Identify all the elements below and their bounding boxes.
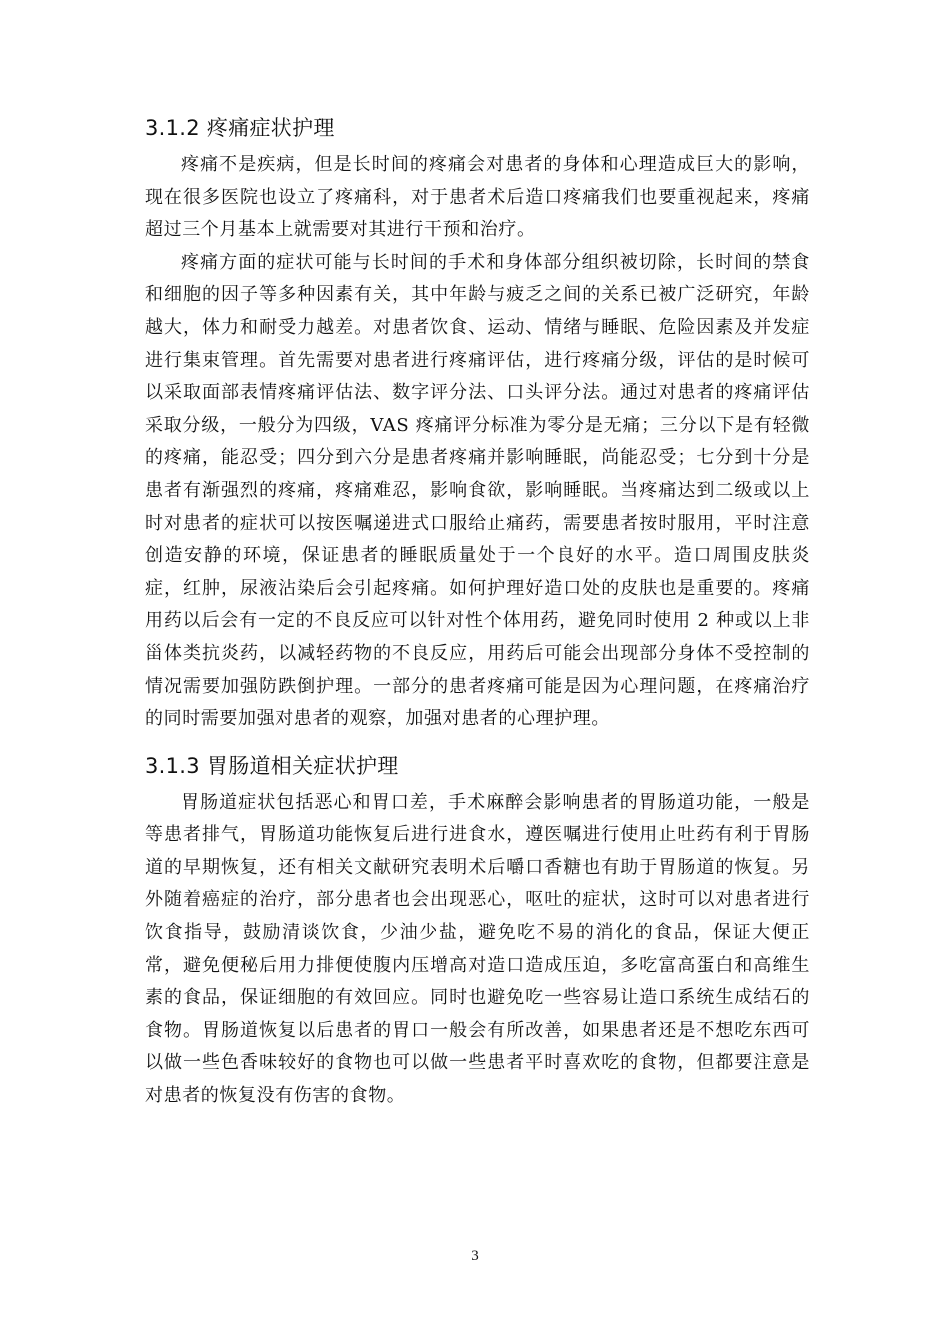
paragraph-pain-detail: 疼痛方面的症状可能与长时间的手术和身体部分组织被切除，长时间的禁食和细胞的因子等多种因素有关，其中年龄与疲乏之间的关系已被广泛研究，年龄越大，体力和耐受力越差。对患者饮食、运动、情绪与睡眠、危险因素及并发症进行集束管理。首先需要对患者进行疼痛评估，进行疼痛分级，评估的是时候可以采取面部表情疼痛评估法、数字评分法、口头评分法。通过对患者的疼痛评估采取分级，一般分为四级，VAS 疼痛评分标准为零分是无痛；三分以下是有轻微的疼痛，能忍受；四分到六分是患者疼痛并影响睡眠，尚能忍受；七分到十分是患者有渐强烈的疼痛，疼痛难忍，影响食欲，影响睡眠。当疼痛达到二级或以上时对患者的症状可以按医嘱递进式口服给止痛药，需要患者按时服用，平时注意创造安静的环境，保证患者的睡眠质量处于一个良好的水平。造口周围皮肤炎症，红肿，尿液沾染后会引起疼痛。如何护理好造口处的皮肤也是重要的。疼痛用药以后会有一定的不良反应可以针对性个体用药，避免同时使用 2 种或以上非甾体类抗炎药，以减轻药物的不良反应，用药后可能会出现部分身体不受控制的情况需要加强防跌倒护理。一部分的患者疼痛可能是因为心理问题，在疼痛治疗的同时需要加强对患者的观察，加强对患者的心理护理。: [145, 251, 810, 730]
section-heading-gastrointestinal: 3.1.3 胃肠道相关症状护理: [145, 753, 399, 778]
document-body: [145, 112, 810, 1113]
page-number: 3: [471, 1248, 479, 1264]
paragraph-pain-intro: 疼痛不是疾病，但是长时间的疼痛会对患者的身体和心理造成巨大的影响，现在很多医院也设立了疼痛科，对于患者术后造口疼痛我们也要重视起来，疼痛超过三个月基本上就需要对其进行干预和治疗。: [145, 154, 810, 241]
section-heading-pain: 3.1.2 疼痛症状护理: [145, 116, 335, 140]
paragraph-gastrointestinal: 胃肠道症状包括恶心和胃口差，手术麻醉会影响患者的胃肠道功能，一般是等患者排气，胃肠道功能恢复后进行进食水，遵医嘱进行使用止吐药有利于胃肠道的早期恢复，还有相关文献研究表明术后嚼口香糖也有助于胃肠道的恢复。另外随着癌症的治疗，部分患者也会出现恶心，呕吐的症状，这时可以对患者进行饮食指导，鼓励清谈饮食，少油少盐，避免吃不易的消化的食品，保证大便正常，避免便秘后用力排便使腹内压增高对造口造成压迫，多吃富高蛋白和高维生素的食品，保证细胞的有效回应。同时也避免吃一些容易让造口系统生成结石的食物。胃肠道恢复以后患者的胃口一般会有所改善，如果患者还是不想吃东西可以做一些色香味较好的食物也可以做一些患者平时喜欢吃的食物，但都要注意是对患者的恢复没有伤害的食物。: [145, 791, 810, 1107]
